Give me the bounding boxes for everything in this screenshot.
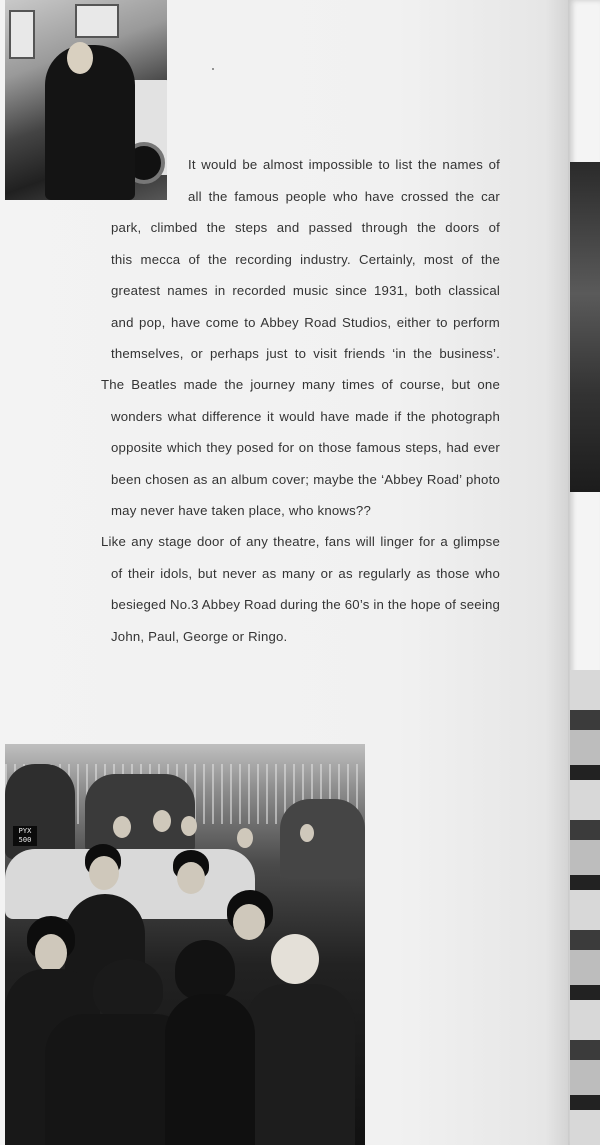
photo-face — [177, 862, 205, 894]
license-plate: PYX 500 — [13, 826, 37, 846]
text-line: of their idols, but never as many or as regularly as those who — [111, 566, 500, 581]
text-line: wonders what difference it would have made if the photograph — [111, 409, 500, 424]
photo-coat — [165, 994, 255, 1145]
photo-car — [280, 799, 365, 879]
photo-face — [35, 934, 67, 972]
text-line: park, climbed the steps and passed through the doors of — [111, 220, 500, 235]
text-line: greatest names in recorded music since 1931, both classical — [111, 283, 500, 298]
photo-hair — [175, 940, 235, 1000]
text-line: It would be almost impossible to list the names of — [188, 157, 500, 172]
photo-face — [67, 42, 93, 74]
text-line: may never have taken place, who knows?? — [111, 503, 371, 518]
text-line: all the famous people who have crossed the car — [188, 189, 500, 204]
photo-coat — [245, 984, 355, 1145]
photo-building-window — [9, 10, 35, 59]
photo-hair — [93, 959, 163, 1019]
text-line: The Beatles made the journey many times of course, but one — [101, 377, 500, 392]
text-line: and pop, have come to Abbey Road Studios, either to perform — [111, 315, 500, 330]
facing-page-photo-strip-lower — [570, 670, 600, 1145]
photo-face — [271, 934, 319, 984]
photo-face — [113, 816, 131, 838]
text-line: besieged No.3 Abbey Road during the 60’s in the hope of seeing — [111, 597, 501, 612]
photo-face — [89, 856, 119, 890]
photo-bottom-crowd-of-fans — [5, 744, 365, 1145]
photo-face — [300, 824, 314, 842]
facing-page-photo-strip — [570, 162, 600, 492]
photo-car — [85, 774, 195, 854]
photo-dark-figure — [45, 45, 135, 200]
text-line: John, Paul, George or Ringo. — [111, 629, 288, 644]
print-speck — [212, 68, 214, 70]
photo-building-window — [75, 4, 119, 38]
photo-face — [233, 904, 265, 940]
text-line: been chosen as an album cover; maybe the ‘Abbey Road’ photo — [111, 472, 500, 487]
text-line: themselves, or perhaps just to visit friends ‘in the business’. — [111, 346, 500, 361]
photo-top-woman-with-horse — [5, 0, 167, 200]
text-line: Like any stage door of any theatre, fans will linger for a glimpse — [101, 534, 500, 549]
photo-face — [153, 810, 171, 832]
text-line: this mecca of the recording industry. Certainly, most of the — [111, 252, 500, 267]
photo-face — [181, 816, 197, 836]
text-line: opposite which they posed for on those famous steps, had ever — [111, 440, 500, 455]
photo-face — [237, 828, 253, 848]
